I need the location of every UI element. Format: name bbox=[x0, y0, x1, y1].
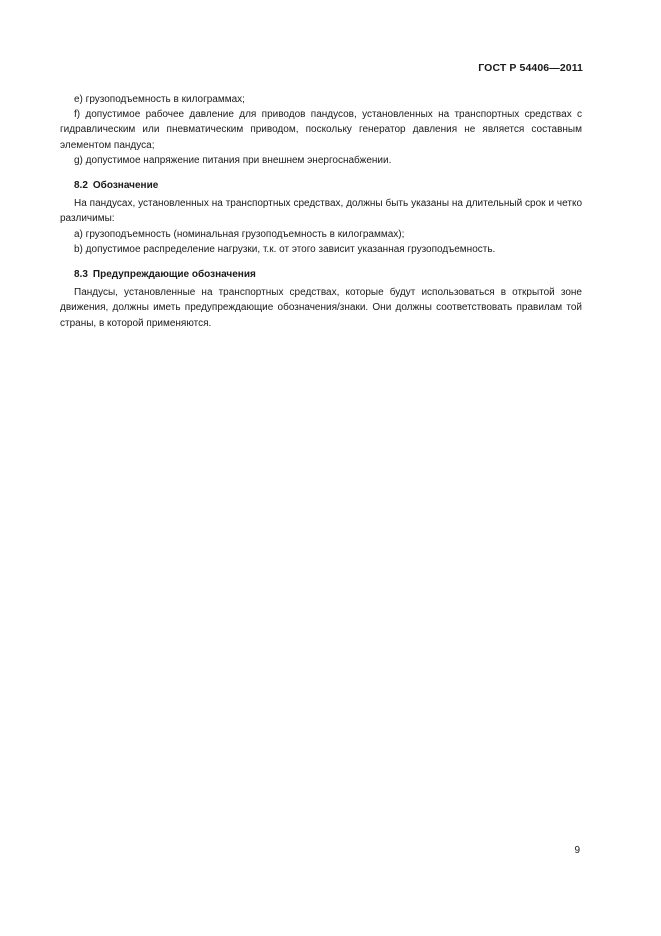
list-item-f: f) допустимое рабочее давление для приводов пандусов, установленных на транспортных средствах с гидравлическим или пневматическим приводом, поскольку генератор давления не является составным элементом пандуса; bbox=[60, 109, 582, 151]
list-item-a: a) грузоподъемность (номинальная грузоподъемность в килограммах); bbox=[74, 228, 405, 240]
section-number: 8.2 bbox=[74, 180, 88, 192]
list-item-g: g) допустимое напряжение питания при внешнем энергоснабжении. bbox=[74, 154, 392, 166]
page-number: 9 bbox=[574, 845, 580, 856]
section-8-2-intro: На пандусах, установленных на транспортных средствах, должны быть указаны на длительный срок и четко различимы: bbox=[60, 198, 582, 225]
list-item-b: b) допустимое распределение нагрузки, т.к. от этого зависит указанная грузоподъемность. bbox=[74, 243, 496, 255]
section-title: Предупреждающие обозначения bbox=[92, 269, 256, 281]
section-8-3-body: Пандусы, установленные на транспортных средствах, которые будут использоваться в открытой зоне движения, должны иметь предупреждающие обозначения/знаки. Они должны соответствовать правилам той страны, в которой применяются. bbox=[60, 287, 582, 329]
list-item-e: e) грузоподъемность в килограммах; bbox=[74, 94, 245, 105]
page-content bbox=[60, 92, 582, 331]
section-number: 8.3 bbox=[74, 269, 88, 281]
section-heading-8-3 bbox=[60, 267, 582, 282]
section-heading-8-2 bbox=[60, 178, 582, 193]
section-title: Обозначение bbox=[92, 180, 159, 192]
document-code-header: ГОСТ Р 54406—2011 bbox=[478, 62, 583, 74]
